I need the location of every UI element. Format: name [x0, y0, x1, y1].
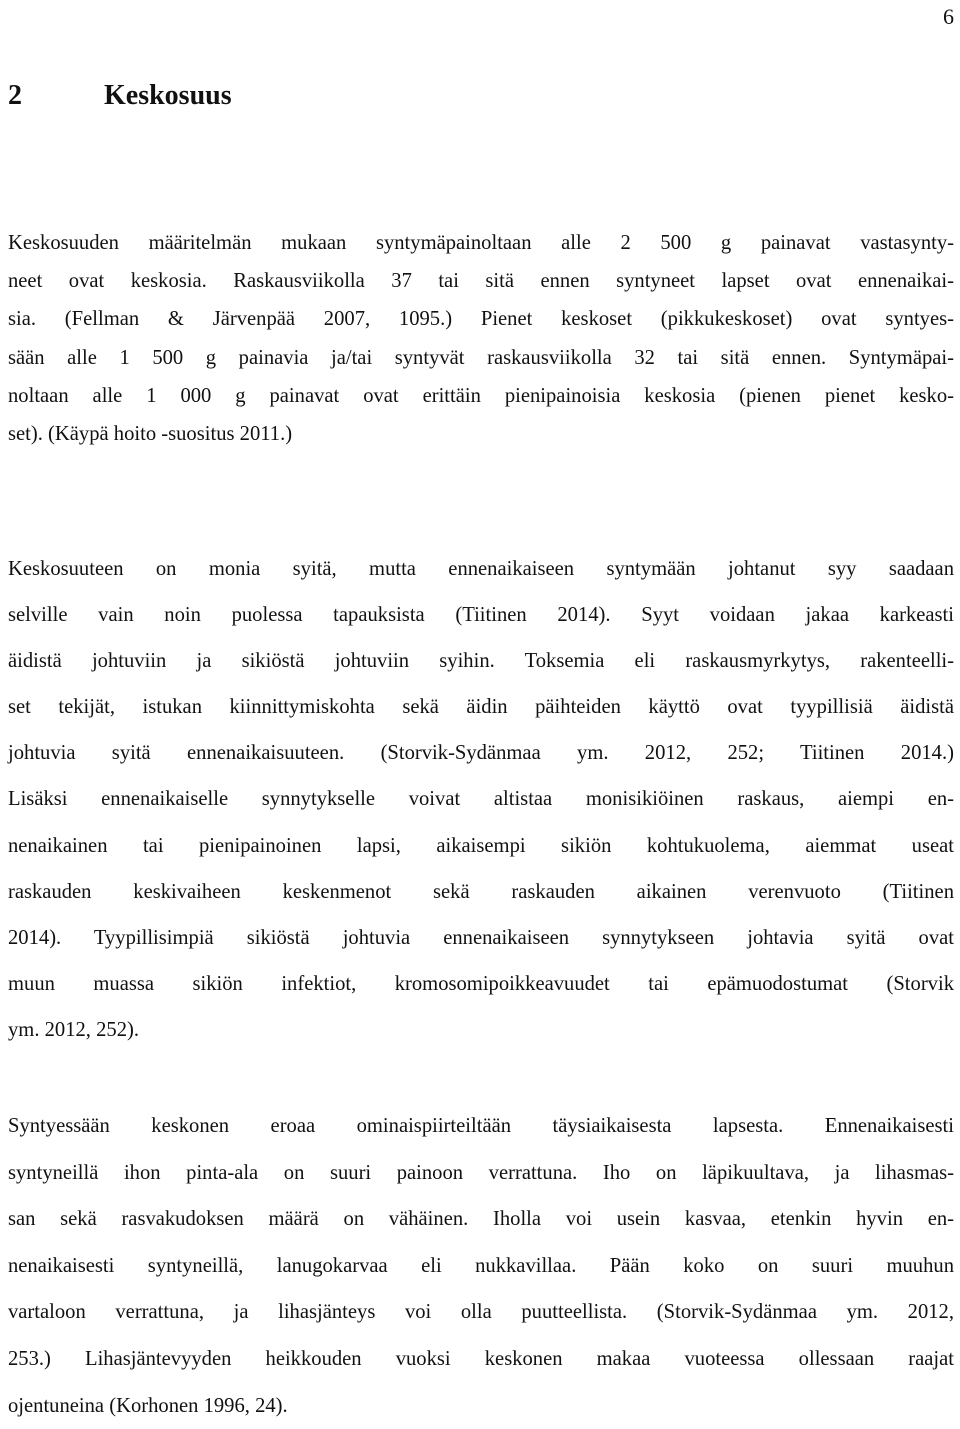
text-line: Keskosuuteen on monia syitä, mutta ennenaikaiseen syntymään johtanut syy saadaan: [8, 558, 954, 580]
text-line: noltaan alle 1 000 g painavat ovat erittäin pienipainoisia keskosia (pienen pienet kesko-: [8, 384, 954, 407]
text-line: neet ovat keskosia. Raskausviikolla 37 tai sitä ennen syntyneet lapset ovat ennenaikai-: [8, 270, 954, 293]
text-line: johtuvia syitä ennenaikaisuuteen. (Storvik-Sydänmaa ym. 2012, 252; Tiitinen 2014.): [8, 742, 954, 765]
text-line: raskauden keskivaiheen keskenmenot sekä raskauden aikainen verenvuoto (Tiitinen: [8, 880, 954, 903]
text-line: Keskosuuden määritelmän mukaan syntymäpainoltaan alle 2 500 g painavat vastasynty-: [8, 232, 954, 254]
page-number: 6: [943, 4, 954, 29]
text-line: set). (Käypä hoito -suositus 2011.): [8, 423, 293, 446]
text-line: 2014). Tyypillisimpiä sikiöstä johtuvia ennenaikaiseen synnytykseen johtavia syitä ovat: [8, 926, 954, 949]
section-heading: [8, 78, 232, 114]
section-title: Keskosuus: [104, 80, 232, 111]
text-line: vartaloon verrattuna, ja lihasjänteys voi olla puutteellista. (Storvik-Sydänmaa ym. 2012,: [8, 1301, 954, 1324]
text-line: selville vain noin puolessa tapauksista (Tiitinen 2014). Syyt voidaan jakaa karkeasti: [8, 604, 954, 627]
text-line: san sekä rasvakudoksen määrä on vähäinen. Iholla voi usein kasvaa, etenkin hyvin en-: [8, 1208, 954, 1231]
paragraph-definition: [8, 224, 954, 453]
section-number: 2: [8, 80, 22, 111]
text-line: nenaikainen tai pienipainoinen lapsi, aikaisempi sikiön kohtukuolema, aiemmat useat: [8, 834, 954, 857]
text-line: äidistä johtuviin ja sikiöstä johtuviin syihin. Toksemia eli raskausmyrkytys, rakenteelli-: [8, 650, 954, 673]
paragraph-characteristics: [8, 1103, 954, 1429]
text-line: nenaikaisesti syntyneillä, lanugokarvaa eli nukkavillaa. Pään koko on suuri muuhun: [8, 1254, 954, 1277]
text-line: set tekijät, istukan kiinnittymiskohta sekä äidin päihteiden käyttö ovat tyypillisiä äidistä: [8, 696, 954, 719]
paragraph-causes: [8, 546, 954, 1053]
text-line: syntyneillä ihon pinta-ala on suuri painoon verrattuna. Iho on läpikuultava, ja lihasmas-: [8, 1161, 954, 1184]
text-line: 253.) Lihasjäntevyyden heikkouden vuoksi keskonen makaa vuoteessa ollessaan raajat: [8, 1347, 954, 1370]
text-line: Syntyessään keskonen eroaa ominaispiirteiltään täysiaikaisesta lapsesta. Ennenaikaisesti: [8, 1115, 954, 1137]
text-line: ym. 2012, 252).: [8, 1018, 139, 1041]
text-line: sia. (Fellman & Järvenpää 2007, 1095.) Pienet keskoset (pikkukeskoset) ovat syntyes-: [8, 308, 954, 331]
text-line: sään alle 1 500 g painavia ja/tai syntyvät raskausviikolla 32 tai sitä ennen. Syntymäpai-: [8, 346, 954, 369]
text-line: ojentuneina (Korhonen 1996, 24).: [8, 1394, 288, 1417]
text-line: muun muassa sikiön infektiot, kromosomipoikkeavuudet tai epämuodostumat (Storvik: [8, 972, 954, 995]
text-line: Lisäksi ennenaikaiselle synnytykselle voivat altistaa monisikiöinen raskaus, aiempi en-: [8, 788, 954, 811]
